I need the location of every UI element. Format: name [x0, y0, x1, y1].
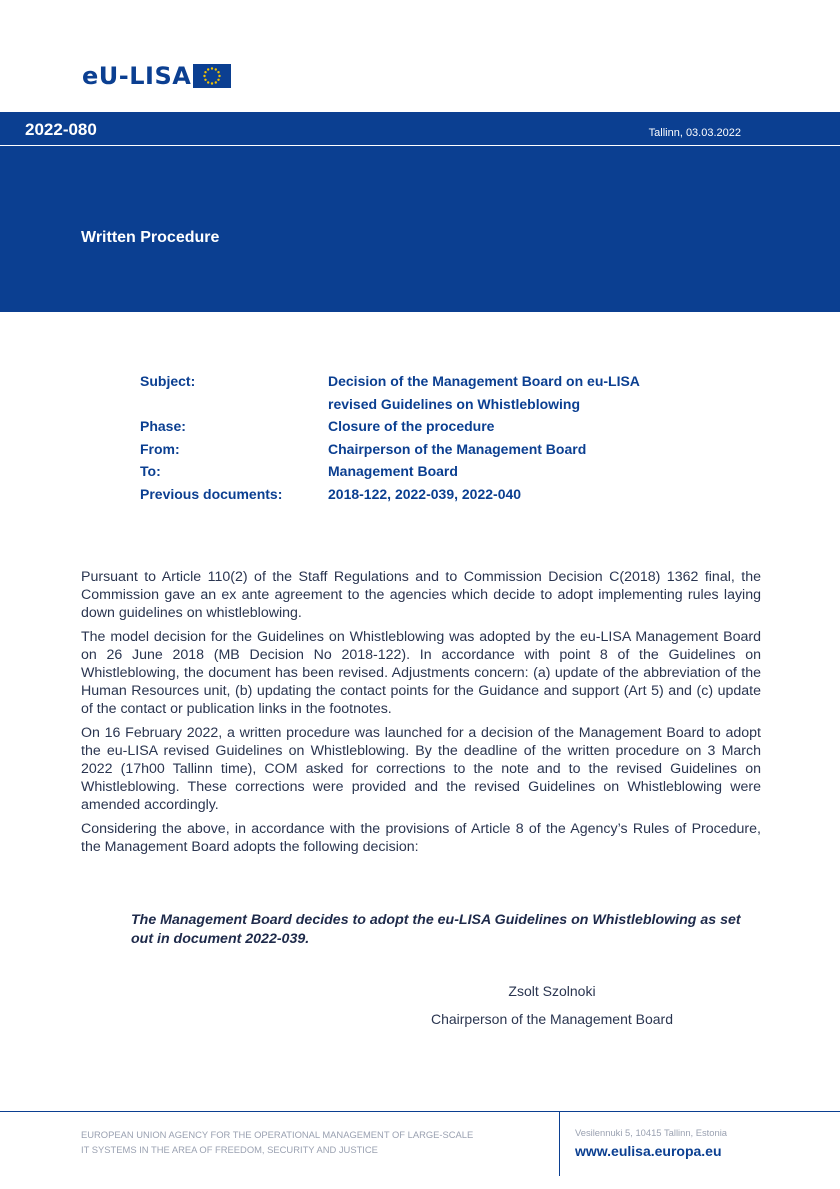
- logo-text: eU-LISA: [82, 62, 192, 90]
- footer-agency-name: [81, 1127, 541, 1157]
- meta-label: Subject:: [140, 373, 196, 389]
- footer-agency-line: IT SYSTEMS IN THE AREA OF FREEDOM, SECURITY AND JUSTICE: [81, 1144, 378, 1155]
- paragraph: The model decision for the Guidelines on Whistleblowing was adopted by the eu-LISA Management Board on 26 June 2018 (MB Decision No 2018-122). In accordance with point 8 of the Guidelines on Whistleblowing, the document has been revised. Adjustments concern: (a) update of the abbreviation of the Human Resources unit, (b) updating the contact points for the Guidance and support (Art 5) and (c) update of the contact or publication links in the footnotes.: [81, 629, 761, 717]
- meta-value: Management Board: [328, 463, 458, 479]
- meta-row-subject: [140, 370, 700, 415]
- meta-value: Closure of the procedure: [328, 418, 495, 434]
- website-link[interactable]: www.eulisa.europa.eu: [575, 1143, 722, 1159]
- paragraph: On 16 February 2022, a written procedure was launched for a decision of the Management Board to adopt the eu-LISA revised Guidelines on Whistleblowing. By the deadline of the written procedure on 3 March 2022 (17h00 Tallinn time), COM asked for corrections to the note and to the revised Guidelines on Whistleblowing. These corrections were provided and the revised Guidelines on Whistleblowing were amended accordingly.: [81, 725, 761, 813]
- paragraph: Pursuant to Article 110(2) of the Staff Regulations and to Commission Decision C(2018) 1362 final, the Commission gave an ex ante agreement to the agencies which decide to adopt implementing rules laying down guidelines on whistleblowing.: [81, 569, 761, 621]
- meta-label: From:: [140, 440, 180, 457]
- meta-row-phase: [140, 415, 700, 438]
- meta-label: Previous documents:: [140, 485, 283, 502]
- signatory-role: Chairperson of the Management Board: [430, 1011, 674, 1027]
- meta-value: 2018-122, 2022-039, 2022-040: [328, 485, 522, 502]
- meta-row-from: [140, 438, 700, 461]
- footer-divider: [0, 1111, 840, 1112]
- meta-label: To:: [140, 463, 161, 479]
- footer-agency-line: EUROPEAN UNION AGENCY FOR THE OPERATIONAL MANAGEMENT OF LARGE-SCALE: [81, 1129, 474, 1140]
- eu-lisa-logo: [82, 63, 231, 89]
- procedure-title: Written Procedure: [81, 229, 220, 246]
- body-text: [81, 569, 761, 864]
- meta-label: Phase:: [140, 418, 186, 434]
- footer-separator: [559, 1112, 560, 1176]
- meta-row-to: [140, 460, 700, 483]
- footer-address: Vesilennuki 5, 10415 Tallinn, Estonia: [575, 1127, 728, 1138]
- signatory-name: Zsolt Szolnoki: [508, 983, 596, 999]
- meta-row-previous-documents: [140, 483, 700, 506]
- place-date: Tallinn, 03.03.2022: [648, 127, 741, 139]
- metadata-table: [140, 370, 700, 505]
- header-band: [0, 112, 840, 312]
- decision-statement: The Management Board decides to adopt the eu-LISA Guidelines on Whistleblowing as set out in document 2022-039.: [131, 912, 741, 947]
- meta-value: Chairperson of the Management Board: [328, 440, 587, 457]
- document-number: 2022-080: [25, 120, 97, 139]
- header-divider: [0, 145, 840, 146]
- paragraph: Considering the above, in accordance with the provisions of Article 8 of the Agency’s Rules of Procedure, the Management Board adopts the following decision:: [81, 821, 761, 856]
- meta-value: Decision of the Management Board on eu-LISA revised Guidelines on Whistleblowing: [328, 373, 640, 412]
- eu-flag-icon: [193, 64, 231, 88]
